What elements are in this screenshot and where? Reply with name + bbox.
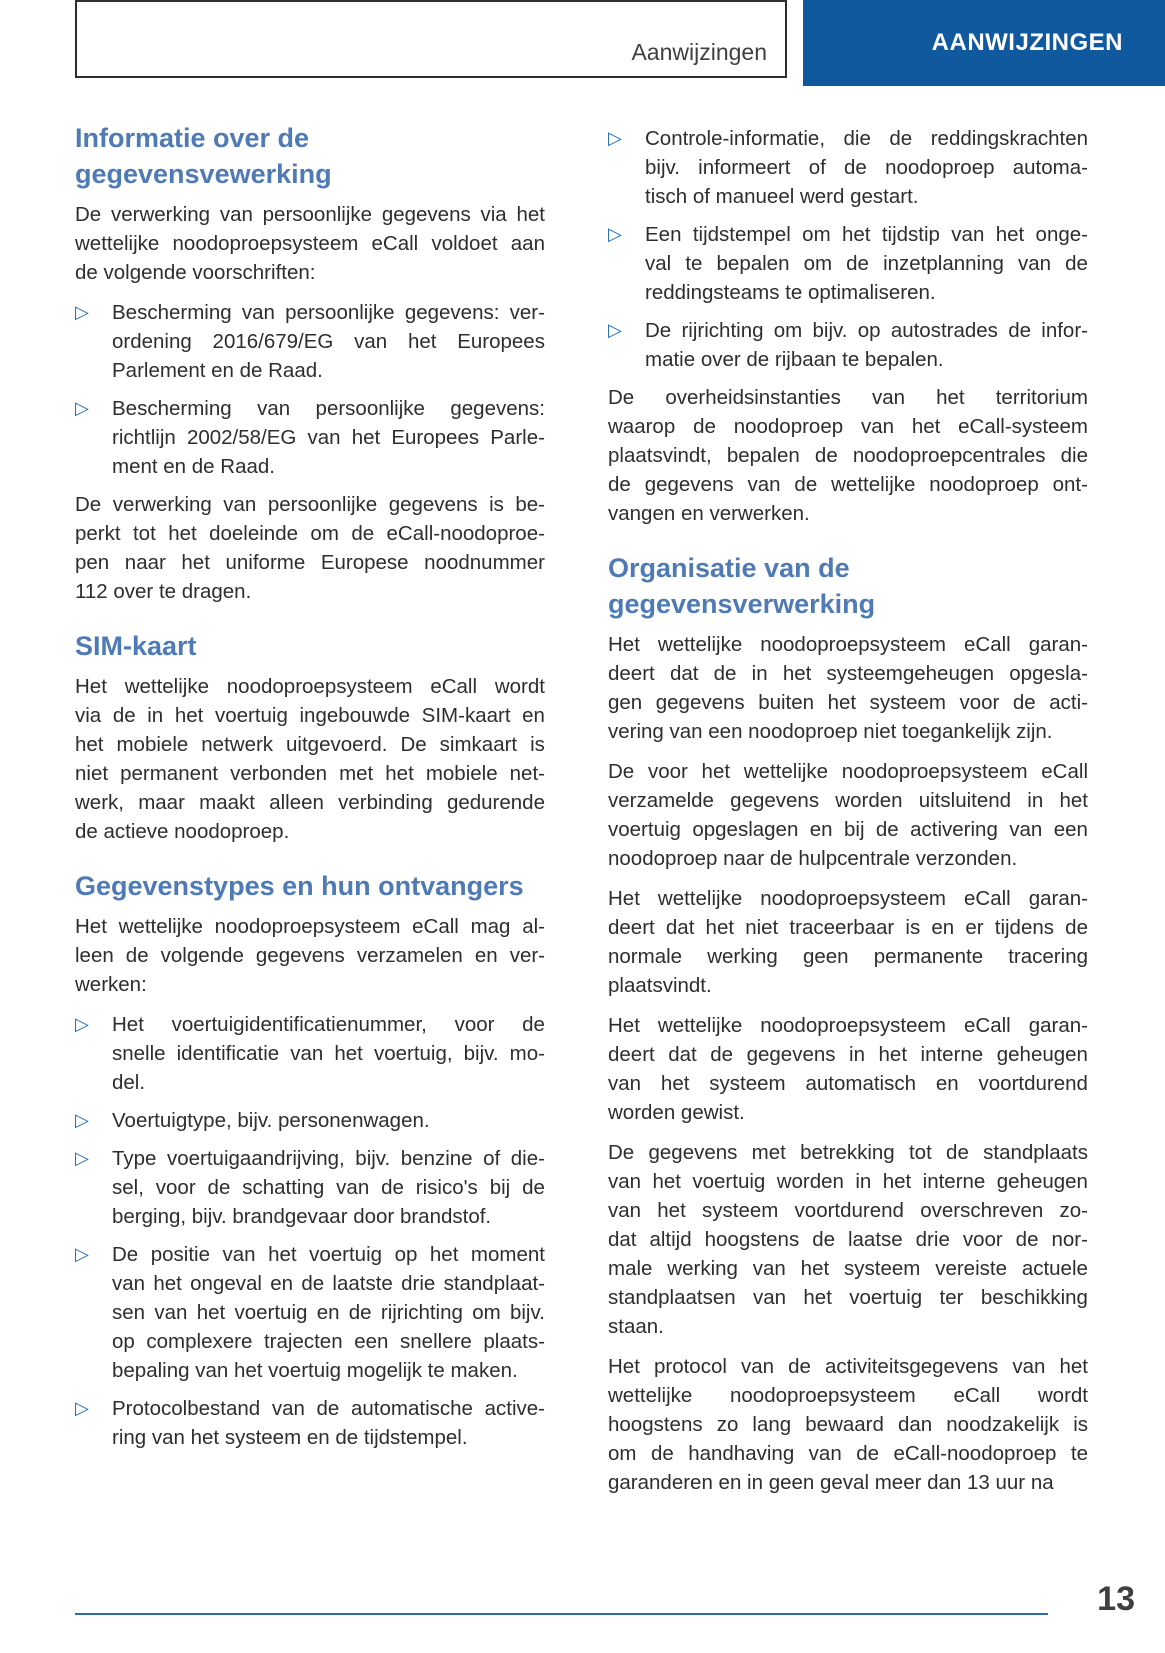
text-line: de volgende voorschriften: (75, 261, 316, 284)
text-line: vangen en verwerken. (608, 502, 810, 525)
triangle-bullet-icon: ▷ (75, 302, 89, 323)
section-heading (75, 628, 545, 664)
triangle-bullet-icon: ▷ (75, 1244, 89, 1265)
text-line: wettelijke noodoproepsysteem eCall wordt (608, 1384, 1088, 1407)
paragraph (608, 630, 1088, 746)
text-line: voertuig opgeslagen en bij de activering van een (608, 818, 1088, 841)
text-line: niet permanent verbonden met het mobiele net- (75, 762, 545, 785)
bullet-item (75, 1394, 545, 1452)
triangle-bullet-icon: ▷ (608, 128, 622, 149)
header-chapter-label: Aanwijzingen (631, 39, 767, 65)
paragraph (75, 672, 545, 846)
heading-line: Informatie over de (75, 123, 310, 153)
text-line: plaatsvindt. (608, 974, 712, 997)
text-line: ring van het systeem en de tijdstempel. (112, 1426, 468, 1449)
paragraph (608, 383, 1088, 528)
header-chapter-box (75, 0, 787, 78)
text-line: staan. (608, 1315, 664, 1338)
text-line: van het systeem voortdurend overschreven zo- (608, 1199, 1088, 1222)
text-line: De verwerking van persoonlijke gegevens is be- (75, 493, 545, 516)
text-line: van het ongeval en de laatste drie standplaat- (112, 1272, 545, 1295)
bullet-text (112, 1106, 545, 1135)
paragraph (75, 200, 545, 287)
text-line: De verwerking van persoonlijke gegevens via het (75, 203, 545, 226)
text-line: richtlijn 2002/58/EG van het Europees Parle- (112, 426, 545, 449)
text-line: Voertuigtype, bijv. personenwagen. (112, 1109, 430, 1132)
heading-line: SIM-kaart (75, 631, 197, 661)
triangle-bullet-icon: ▷ (75, 1014, 89, 1035)
text-line: ment en de Raad. (112, 455, 275, 478)
text-line: deert dat de gegevens in het interne geheugen (608, 1043, 1088, 1066)
text-line: Het protocol van de activiteitsgegevens van het (608, 1355, 1088, 1378)
paragraph (608, 1011, 1088, 1127)
text-line: standplaatsen van het voertuig ter beschikking (608, 1286, 1088, 1309)
text-line: Controle-informatie, die de reddingskrachten (645, 127, 1088, 150)
bullet-item (75, 1106, 545, 1135)
text-line: val te bepalen om de inzetplanning van de (645, 252, 1088, 275)
text-line: noodoproep naar de hulpcentrale verzonden. (608, 847, 1018, 870)
text-line: De positie van het voertuig op het moment (112, 1243, 545, 1266)
text-line: Het wettelijke noodoproepsysteem eCall mag al- (75, 915, 545, 938)
text-line: Het wettelijke noodoproepsysteem eCall garan- (608, 1014, 1088, 1037)
left-column (75, 120, 545, 1461)
text-line: bijv. informeert of de noodoproep automa- (645, 156, 1088, 179)
triangle-bullet-icon: ▷ (75, 1148, 89, 1169)
text-line: het mobiele netwerk uitgevoerd. De simkaart is (75, 733, 545, 756)
text-line: worden gewist. (608, 1101, 745, 1124)
text-line: waarop de noodoproep van het eCall-systeem (608, 415, 1088, 438)
bullet-item (75, 394, 545, 481)
text-line: vering van een noodoproep niet toegankelijk zijn. (608, 720, 1053, 743)
text-line: reddingsteams te optimaliseren. (645, 281, 936, 304)
text-line: normale werking geen permanente tracering (608, 945, 1088, 968)
text-line: garanderen en in geen geval meer dan 13 uur na (608, 1471, 1054, 1494)
bullet-item (75, 1240, 545, 1385)
text-line: plaatsvindt, bepalen de noodoproepcentrales die (608, 444, 1088, 467)
section-heading (608, 550, 1088, 622)
heading-line: Gegevenstypes en hun ontvangers (75, 871, 524, 901)
text-line: deert dat de in het systeemgeheugen opgesla- (608, 662, 1088, 685)
text-line: op complexere trajecten een snellere plaats- (112, 1330, 545, 1353)
bullet-item (608, 316, 1088, 374)
text-line: wettelijke noodoproepsysteem eCall voldoet aan (75, 232, 545, 255)
text-line: dat altijd hoogstens de laatse drie voor de nor- (608, 1228, 1088, 1251)
text-line: Het wettelijke noodoproepsysteem eCall garan- (608, 887, 1088, 910)
text-line: De overheidsinstanties van het territorium (608, 386, 1088, 409)
triangle-bullet-icon: ▷ (75, 1398, 89, 1419)
bullet-item (75, 1010, 545, 1097)
bullet-text (112, 1144, 545, 1231)
bullet-text (645, 220, 1088, 307)
text-line: Bescherming van persoonlijke gegevens: (112, 397, 545, 420)
text-line: van het voertuig worden in het interne geheugen (608, 1170, 1088, 1193)
text-line: 112 over te dragen. (75, 580, 252, 603)
text-line: deert dat het niet traceerbaar is en er tijdens de (608, 916, 1088, 939)
text-line: del. (112, 1071, 146, 1094)
bullet-item (608, 220, 1088, 307)
paragraph (608, 1352, 1088, 1497)
bullet-text (112, 394, 545, 481)
text-line: hoogstens zo lang bewaard dan noodzakelijk is (608, 1413, 1088, 1436)
text-line: perkt tot het doeleinde om de eCall-noodoproe- (75, 522, 545, 545)
bullet-text (112, 1240, 545, 1385)
text-line: Het wettelijke noodoproepsysteem eCall wordt (75, 675, 545, 698)
paragraph (608, 884, 1088, 1000)
heading-line: Organisatie van de (608, 553, 850, 583)
text-line: De voor het wettelijke noodoproepsysteem eCall (608, 760, 1088, 783)
text-line: via de in het voertuig ingebouwde SIM-kaart en (75, 704, 545, 727)
triangle-bullet-icon: ▷ (608, 320, 622, 341)
text-line: de gegevens van de wettelijke noodoproep ont- (608, 473, 1088, 496)
text-line: sel, voor de schatting van de risico's bij de (112, 1176, 545, 1199)
bullet-item (608, 124, 1088, 211)
text-line: de actieve noodoproep. (75, 820, 290, 843)
text-line: van het systeem automatisch en voortdurend (608, 1072, 1088, 1095)
bullet-text (645, 124, 1088, 211)
triangle-bullet-icon: ▷ (75, 398, 89, 419)
paragraph (608, 1138, 1088, 1341)
text-line: leen de volgende gegevens verzamelen en ver- (75, 944, 545, 967)
text-line: bepaling van het voertuig mogelijk te maken. (112, 1359, 518, 1382)
header-tab-aanwijzingen (803, 0, 1165, 86)
text-line: om de handhaving van de eCall-noodoproep te (608, 1442, 1088, 1465)
bullet-item (75, 298, 545, 385)
triangle-bullet-icon: ▷ (75, 1110, 89, 1131)
text-line: De rijrichting om bijv. op autostrades de infor- (645, 319, 1088, 342)
bullet-text (112, 298, 545, 385)
header-tab-label: AANWIJZINGEN (931, 29, 1123, 56)
text-line: Het voertuigidentificatienummer, voor de (112, 1013, 545, 1036)
paragraph (608, 757, 1088, 873)
text-line: Type voertuigaandrijving, bijv. benzine of die- (112, 1147, 545, 1170)
text-line: tisch of manueel werd gestart. (645, 185, 919, 208)
triangle-bullet-icon: ▷ (608, 224, 622, 245)
text-line: Parlement en de Raad. (112, 359, 323, 382)
text-line: Het wettelijke noodoproepsysteem eCall garan- (608, 633, 1088, 656)
text-line: gen gegevens buiten het systeem voor de acti- (608, 691, 1088, 714)
page-number: 13 (1097, 1580, 1135, 1618)
text-line: matie over de rijbaan te bepalen. (645, 348, 944, 371)
text-line: Protocolbestand van de automatische active- (112, 1397, 545, 1420)
paragraph (75, 912, 545, 999)
text-line: verzamelde gegevens worden uitsluitend in het (608, 789, 1088, 812)
text-line: sen van het voertuig en de rijrichting om bijv. (112, 1301, 545, 1324)
text-line: male werking van het systeem vereiste actuele (608, 1257, 1088, 1280)
text-line: De gegevens met betrekking tot de standplaats (608, 1141, 1088, 1164)
text-line: pen naar het uniforme Europese noodnummer (75, 551, 545, 574)
heading-line: gegevensvewerking (75, 159, 332, 189)
paragraph (75, 490, 545, 606)
footer-rule (75, 1613, 1048, 1615)
text-line: Bescherming van persoonlijke gegevens: ver- (112, 301, 545, 324)
text-line: werk, maar maakt alleen verbinding gedurende (75, 791, 545, 814)
bullet-text (112, 1010, 545, 1097)
right-column (608, 124, 1088, 1508)
text-line: berging, bijv. brandgevaar door brandstof. (112, 1205, 492, 1228)
text-line: Een tijdstempel om het tijdstip van het onge- (645, 223, 1088, 246)
heading-line: gegevensverwerking (608, 589, 876, 619)
bullet-text (112, 1394, 545, 1452)
bullet-item (75, 1144, 545, 1231)
bullet-text (645, 316, 1088, 374)
text-line: ordening 2016/679/EG van het Europees (112, 330, 545, 353)
section-heading (75, 120, 545, 192)
section-heading (75, 868, 545, 904)
text-line: werken: (75, 973, 147, 996)
text-line: snelle identificatie van het voertuig, bijv. mo- (112, 1042, 545, 1065)
